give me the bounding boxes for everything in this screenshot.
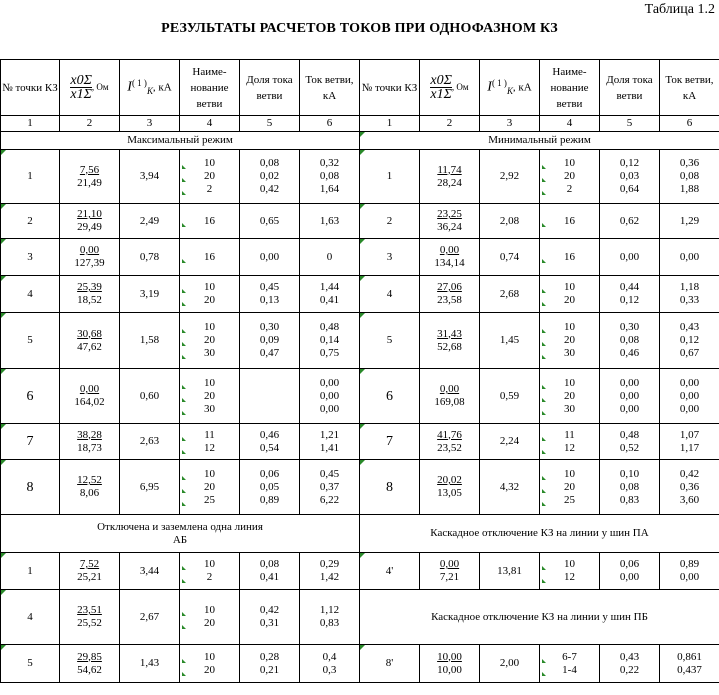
left-x-ratio: 0,00 164,02 (60, 369, 120, 424)
right-section-heading-pb: Каскадное отключение КЗ на линии у шин ПБ (360, 590, 719, 645)
right-x-ratio: 31,43 52,68 (420, 313, 480, 369)
right-x-ratio: 0,00 134,14 (420, 239, 480, 276)
column-number: 4 (180, 116, 240, 132)
left-x-ratio: 30,68 47,62 (60, 313, 120, 369)
left-point-cell: 6 (1, 369, 60, 424)
left-current-cell: 0,48 0,14 0,75 (300, 313, 360, 369)
left-ik-value: 1,43 (120, 645, 180, 683)
left-point-cell: 8 (1, 460, 60, 515)
column-number: 1 (1, 116, 60, 132)
table-row (1, 239, 719, 276)
left-current-cell: 0,45 0,37 6,22 (300, 460, 360, 515)
right-point-cell: 7 (360, 424, 420, 460)
left-current-cell: 1,21 1,41 (300, 424, 360, 460)
left-ik-value: 6,95 (120, 460, 180, 515)
column-number: 5 (240, 116, 300, 132)
right-current-cell: 1,29 (660, 204, 719, 239)
right-share-cell: 0,44 0,12 (600, 276, 660, 313)
right-x-ratio: 0,00 7,21 (420, 553, 480, 590)
right-point-cell: 8 (360, 460, 420, 515)
right-current-cell: 0,36 0,08 1,88 (660, 150, 719, 204)
left-branch-cell: 16 (180, 204, 240, 239)
column-number: 6 (660, 116, 719, 132)
left-ik-value: 0,60 (120, 369, 180, 424)
right-x-ratio: 20,02 13,05 (420, 460, 480, 515)
left-point-cell: 1 (1, 150, 60, 204)
right-current-cell: 1,18 0,33 (660, 276, 719, 313)
right-x-ratio: 23,25 36,24 (420, 204, 480, 239)
left-share-cell: 0,00 (240, 239, 300, 276)
right-header-current: Ток ветви, кА (660, 60, 719, 116)
left-point-cell: 2 (1, 204, 60, 239)
left-branch-cell: 10 20 2 (180, 150, 240, 204)
left-branch-cell: 10 20 30 (180, 313, 240, 369)
right-ik-value: 2,24 (480, 424, 540, 460)
mode-min-heading: Минимальный режим (360, 132, 719, 150)
right-header-branch: Наиме-нование ветви (540, 60, 600, 116)
right-current-cell: 1,07 1,17 (660, 424, 719, 460)
column-number: 3 (120, 116, 180, 132)
table-row (1, 369, 719, 424)
left-branch-cell: 10 20 30 (180, 369, 240, 424)
right-x-ratio: 41,76 23,52 (420, 424, 480, 460)
right-header-point: № точки КЗ (360, 60, 420, 116)
left-share-cell: 0,45 0,13 (240, 276, 300, 313)
right-ik-value: 2,68 (480, 276, 540, 313)
left-ik-value: 2,49 (120, 204, 180, 239)
right-header-ik: $I^{( 1 )}_К$, кА (480, 60, 540, 116)
left-header-point: № точки КЗ (1, 60, 60, 116)
left-point-cell: 4 (1, 590, 60, 645)
right-branch-cell: 11 12 (540, 424, 600, 460)
left-share-cell: 0,30 0,09 0,47 (240, 313, 300, 369)
right-ik-value: 4,32 (480, 460, 540, 515)
right-branch-cell: 10 20 (540, 276, 600, 313)
left-header-current: Ток ветви, кА (300, 60, 360, 116)
left-ik-value: 0,78 (120, 239, 180, 276)
left-current-cell: 0,32 0,08 1,64 (300, 150, 360, 204)
results-table (0, 59, 719, 683)
table-row (1, 204, 719, 239)
left-current-cell: 0 (300, 239, 360, 276)
column-number: 2 (420, 116, 480, 132)
right-x-ratio: 27,06 23,58 (420, 276, 480, 313)
left-current-cell: 1,12 0,83 (300, 590, 360, 645)
left-x-ratio: 29,85 54,62 (60, 645, 120, 683)
left-branch-cell: 10 20 (180, 645, 240, 683)
right-share-cell: 0,06 0,00 (600, 553, 660, 590)
column-number: 5 (600, 116, 660, 132)
right-point-cell: 8' (360, 645, 420, 683)
left-branch-cell: 16 (180, 239, 240, 276)
left-current-cell: 1,63 (300, 204, 360, 239)
left-branch-cell: 11 12 (180, 424, 240, 460)
right-current-cell: 0,43 0,12 0,67 (660, 313, 719, 369)
left-header-branch: Наиме-нование ветви (180, 60, 240, 116)
left-branch-cell: 10 20 25 (180, 460, 240, 515)
right-ik-value: 2,00 (480, 645, 540, 683)
left-x-ratio: 25,39 18,52 (60, 276, 120, 313)
right-branch-cell: 10 20 2 (540, 150, 600, 204)
right-branch-cell: 10 20 30 (540, 313, 600, 369)
left-share-cell: 0,08 0,41 (240, 553, 300, 590)
right-header-x: x0Σ x1Σ , Ом (420, 60, 480, 116)
left-share-cell: 0,06 0,05 0,89 (240, 460, 300, 515)
right-share-cell: 0,62 (600, 204, 660, 239)
table-row (1, 460, 719, 515)
left-current-cell: 0,00 0,00 0,00 (300, 369, 360, 424)
column-number: 6 (300, 116, 360, 132)
right-share-cell: 0,43 0,22 (600, 645, 660, 683)
right-current-cell: 0,42 0,36 3,60 (660, 460, 719, 515)
right-ik-value: 2,92 (480, 150, 540, 204)
right-branch-cell: 10 12 (540, 553, 600, 590)
table-title: РЕЗУЛЬТАТЫ РАСЧЕТОВ ТОКОВ ПРИ ОДНОФАЗНОМ КЗ (161, 21, 558, 36)
left-ik-value: 1,58 (120, 313, 180, 369)
right-share-cell: 0,00 (600, 239, 660, 276)
right-share-cell: 0,10 0,08 0,83 (600, 460, 660, 515)
right-x-ratio: 10,00 10,00 (420, 645, 480, 683)
right-ik-value: 2,08 (480, 204, 540, 239)
left-ik-value: 2,63 (120, 424, 180, 460)
right-point-cell: 4 (360, 276, 420, 313)
right-header-share: Доля тока ветви (600, 60, 660, 116)
left-share-cell (240, 369, 300, 424)
left-point-cell: 1 (1, 553, 60, 590)
left-x-ratio: 23,51 25,52 (60, 590, 120, 645)
table-row (1, 424, 719, 460)
column-number: 2 (60, 116, 120, 132)
right-current-cell: 0,00 0,00 0,00 (660, 369, 719, 424)
left-branch-cell: 10 2 (180, 553, 240, 590)
right-branch-cell: 16 (540, 239, 600, 276)
right-current-cell: 0,00 (660, 239, 719, 276)
left-branch-cell: 10 20 (180, 590, 240, 645)
table-row (1, 150, 719, 204)
right-branch-cell: 6-7 1-4 (540, 645, 600, 683)
right-share-cell: 0,00 0,00 0,00 (600, 369, 660, 424)
left-current-cell: 0,4 0,3 (300, 645, 360, 683)
right-ik-value: 0,59 (480, 369, 540, 424)
mode-max-heading: Максимальный режим (1, 132, 360, 150)
right-point-cell: 3 (360, 239, 420, 276)
left-share-cell: 0,28 0,21 (240, 645, 300, 683)
right-ik-value: 13,81 (480, 553, 540, 590)
right-point-cell: 2 (360, 204, 420, 239)
left-point-cell: 5 (1, 313, 60, 369)
right-point-cell: 1 (360, 150, 420, 204)
table-caption: Таблица 1.2 (644, 2, 715, 17)
left-x-ratio: 7,56 21,49 (60, 150, 120, 204)
left-share-cell: 0,42 0,31 (240, 590, 300, 645)
right-share-cell: 0,12 0,03 0,64 (600, 150, 660, 204)
column-number: 1 (360, 116, 420, 132)
column-number: 4 (540, 116, 600, 132)
left-share-cell: 0,65 (240, 204, 300, 239)
left-header-share: Доля тока ветви (240, 60, 300, 116)
right-branch-cell: 16 (540, 204, 600, 239)
right-branch-cell: 10 20 30 (540, 369, 600, 424)
right-ik-value: 1,45 (480, 313, 540, 369)
left-header-x: x0Σ x1Σ , Ом (60, 60, 120, 116)
right-point-cell: 4' (360, 553, 420, 590)
right-point-cell: 6 (360, 369, 420, 424)
left-branch-cell: 10 20 (180, 276, 240, 313)
left-ik-value: 3,19 (120, 276, 180, 313)
column-number: 3 (480, 116, 540, 132)
right-point-cell: 5 (360, 313, 420, 369)
right-share-cell: 0,30 0,08 0,46 (600, 313, 660, 369)
right-section-heading-pa: Каскадное отключение КЗ на линии у шин ПА (360, 515, 719, 553)
left-x-ratio: 7,52 25,21 (60, 553, 120, 590)
left-x-ratio: 38,28 18,73 (60, 424, 120, 460)
left-ik-value: 2,67 (120, 590, 180, 645)
right-x-ratio: 0,00 169,08 (420, 369, 480, 424)
left-current-cell: 1,44 0,41 (300, 276, 360, 313)
left-share-cell: 0,08 0,02 0,42 (240, 150, 300, 204)
left-x-ratio: 21,10 29,49 (60, 204, 120, 239)
left-point-cell: 7 (1, 424, 60, 460)
right-current-cell: 0,861 0,437 (660, 645, 719, 683)
left-ik-value: 3,94 (120, 150, 180, 204)
left-point-cell: 4 (1, 276, 60, 313)
left-x-ratio: 0,00 127,39 (60, 239, 120, 276)
left-point-cell: 5 (1, 645, 60, 683)
table-row (1, 276, 719, 313)
left-current-cell: 0,29 1,42 (300, 553, 360, 590)
right-share-cell: 0,48 0,52 (600, 424, 660, 460)
table-row (1, 313, 719, 369)
right-current-cell: 0,89 0,00 (660, 553, 719, 590)
right-ik-value: 0,74 (480, 239, 540, 276)
left-section-heading: Отключена и заземлена одна линия АБ (1, 515, 360, 553)
left-share-cell: 0,46 0,54 (240, 424, 300, 460)
left-x-ratio: 12,52 8,06 (60, 460, 120, 515)
right-branch-cell: 10 20 25 (540, 460, 600, 515)
left-ik-value: 3,44 (120, 553, 180, 590)
left-header-ik: $I^{( 1 )}_К$, кА (120, 60, 180, 116)
left-point-cell: 3 (1, 239, 60, 276)
right-x-ratio: 11,74 28,24 (420, 150, 480, 204)
